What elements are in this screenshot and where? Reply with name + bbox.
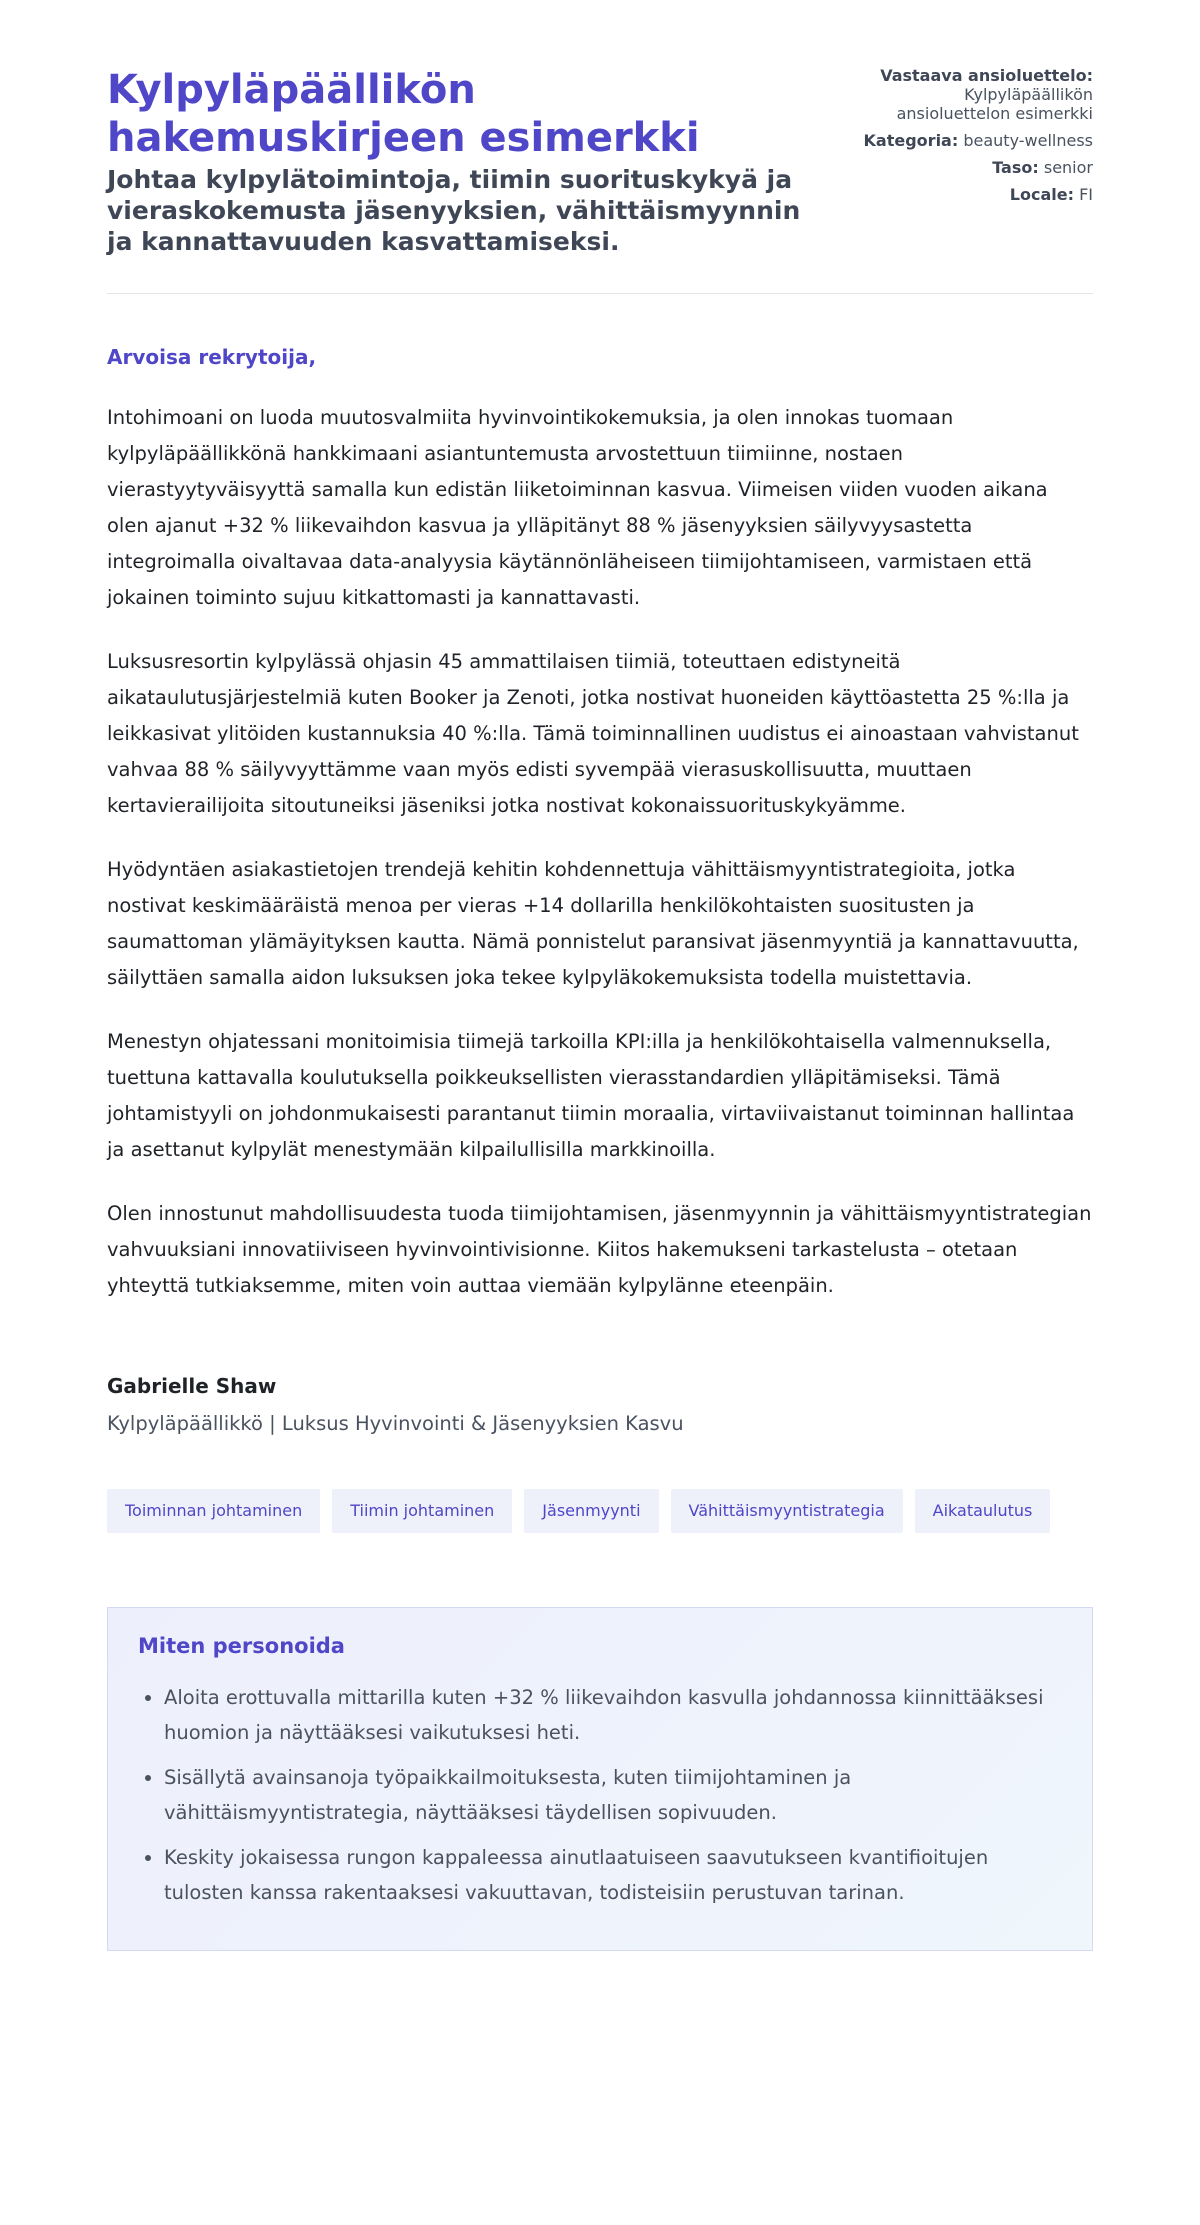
skill-tag: Tiimin johtaminen [332, 1489, 512, 1533]
letter-paragraph: Menestyn ohjatessani monitoimisia tiimejä tarkoilla KPI:illa ja henkilökohtaisella valmennuksella, tuettuna kattavalla koulutuksella poikkeuksellisten vierasstandardien ylläpitämiseksi. Tämä johtamistyyli on johdonmukaisesti parantanut tiimin moraalia, virtaviivaistanut toiminnan hallintaa ja asettanut kylpylät menestymään kilpailullisilla markkinoilla. [107, 1030, 1075, 1161]
skill-tag: Jäsenmyynti [524, 1489, 658, 1533]
meta-level-label: Taso: [992, 158, 1039, 177]
tip-item: • Sisällytä avainsanoja työpaikkailmoituksesta, kuten tiimijohtaminen ja vähittäismyyntistrategia, näyttääksesi täydellisen sopivuuden. [164, 1760, 1062, 1830]
meta-locale-value: FI [1079, 185, 1093, 204]
page-header [107, 0, 1093, 257]
letter-paragraph: Olen innostunut mahdollisuudesta tuoda tiimijohtamisen, jäsenmyynnin ja vähittäismyyntistrategian vahvuuksiani innovatiiviseen hyvinvointivisionne. Kiitos hakemukseni tarkastelusta – otetaan yhteyttä tutkiaksemme, miten voin auttaa viemään kylpylänne eteenpäin. [107, 1202, 1092, 1297]
skill-tag: Toiminnan johtaminen [107, 1489, 320, 1533]
tip-item: • Keskity jokaisessa rungon kappaleessa ainutlaatuiseen saavutukseen kvantifioitujen tulosten kanssa rakentaaksesi vakuuttavan, todisteisiin perustuvan tarinan. [164, 1840, 1062, 1910]
meta-resume-label: Vastaava ansioluettelo: [880, 66, 1093, 85]
meta-locale-label: Locale: [1009, 185, 1074, 204]
signature-title: Kylpyläpäällikkö | Luksus Hyvinvointi & Jäsenyyksien Kasvu [107, 1412, 684, 1435]
tips-list [138, 1680, 1062, 1910]
meta-resume-value: Kylpyläpäällikön ansioluettelon esimerkki [896, 85, 1093, 123]
skill-tag: Aikataulutus [915, 1489, 1051, 1533]
tips-title: Miten personoida [138, 1634, 345, 1658]
salutation: Arvoisa rekrytoija, [107, 345, 317, 369]
letter-paragraph: Intohimoani on luoda muutosvalmiita hyvinvointikokemuksia, ja olen innokas tuomaan kylpyläpäällikkönä hankkimaani asiantuntemusta arvostettuun tiimiinne, nostaen vierastyytyväisyyttä samalla kun edistän liiketoiminnan kasvua. Viimeisen viiden vuoden aikana olen ajanut +32 % liikevaihdon kasvua ja ylläpitänyt 88 % jäsenyyksien säilyvyysastetta integroimalla oivaltavaa data-analyysia käytännönläheiseen tiimijohtamiseen, varmistaen että jokainen toiminto sujuu kitkattomasti ja kannattavasti. [107, 406, 1048, 609]
letter-paragraph: Luksusresortin kylpylässä ohjasin 45 ammattilaisen tiimiä, toteuttaen edistyneitä aikataulutusjärjestelmiä kuten Booker ja Zenoti, jotka nostivat huoneiden käyttöastetta 25 %:lla ja leikkasivat ylitöiden kustannuksia 40 %:lla. Tämä toiminnallinen uudistus ei ainoastaan vahvistanut vahvaa 88 % säilyvyyttämme vaan myös edisti syvempää vierasuskollisuutta, muuttaen kertavierailijoita sitoutuneiksi jäseniksi jotka nostivat kokonaissuorituskykyämme. [107, 650, 1079, 817]
personalization-tips-box [107, 1607, 1093, 1951]
signature-name: Gabrielle Shaw [107, 1374, 277, 1398]
meta-category [863, 131, 1093, 150]
page-subtitle: Johtaa kylpylätoimintoja, tiimin suorituskykyä ja vieraskokemusta jäsenyyksien, vähittäismyynnin ja kannattavuuden kasvattamiseksi. [107, 165, 801, 256]
meta-category-value: beauty-wellness [963, 131, 1093, 150]
header-divider [107, 293, 1093, 294]
header-titles [107, 66, 827, 257]
tip-item: • Aloita erottuvalla mittarilla kuten +32 % liikevaihdon kasvulla johdannossa kiinnittääksesi huomion ja näyttääksesi vaikutuksesi heti. [164, 1680, 1062, 1750]
meta-level-value: senior [1043, 158, 1093, 177]
page-title: Kylpyläpäällikön hakemuskirjeen esimerkki [107, 67, 700, 161]
meta-resume [863, 66, 1093, 123]
skill-tags [107, 1489, 1093, 1533]
meta-category-label: Kategoria: [863, 131, 959, 150]
skill-tag: Vähittäismyyntistrategia [671, 1489, 903, 1533]
meta-locale [863, 185, 1093, 204]
letter-paragraph: Hyödyntäen asiakastietojen trendejä kehitin kohdennettuja vähittäismyyntistrategioita, jotka nostivat keskimääräistä menoa per vieras +14 dollarilla henkilökohtaisten suositusten ja saumattoman ylämäyityksen kautta. Nämä ponnistelut paransivat jäsenmyyntiä ja kannattavuutta, säilyttäen samalla aidon luksuksen joka tekee kylpyläkokemuksista todella muistettavia. [107, 858, 1079, 989]
meta-level [863, 158, 1093, 177]
meta-panel [863, 66, 1093, 257]
